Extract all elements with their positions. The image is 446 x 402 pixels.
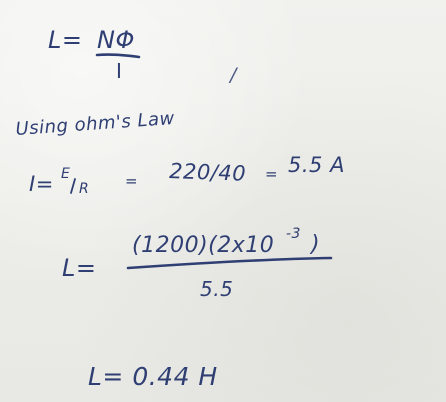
inductance-substitution: [62, 226, 331, 301]
numeric-division: 220/40: [168, 159, 247, 186]
substitution-lhs: L=: [62, 254, 97, 282]
ohms-law-heading: [15, 108, 175, 140]
substitution-numerator: (1200)(2x10: [132, 233, 275, 258]
resistance-symbol: R: [79, 181, 90, 197]
stray-mark: /: [230, 64, 237, 86]
current-calculation: [29, 153, 345, 197]
formula-numerator: NΦ: [97, 26, 135, 54]
result-text: L= 0.44 H: [88, 362, 218, 391]
formula-denominator: I: [116, 59, 123, 83]
substitution-close-paren: ): [311, 232, 321, 257]
substitution-exponent: -3: [286, 226, 301, 242]
heading-text: Using ohm's Law: [14, 107, 176, 140]
fraction-bar: [97, 55, 139, 57]
equals-sign-2: =: [265, 165, 279, 183]
formula-lhs: L=: [48, 26, 83, 54]
substitution-denominator: 5.5: [200, 277, 234, 301]
inductance-result: [88, 362, 218, 391]
equals-sign-1: =: [125, 172, 139, 190]
emf-symbol: E: [61, 166, 71, 182]
fraction-bar: [128, 258, 331, 268]
formula-inductance: [48, 26, 239, 86]
current-lhs: I=: [29, 172, 54, 196]
current-result: 5.5 A: [288, 153, 345, 177]
slash: [71, 179, 75, 193]
